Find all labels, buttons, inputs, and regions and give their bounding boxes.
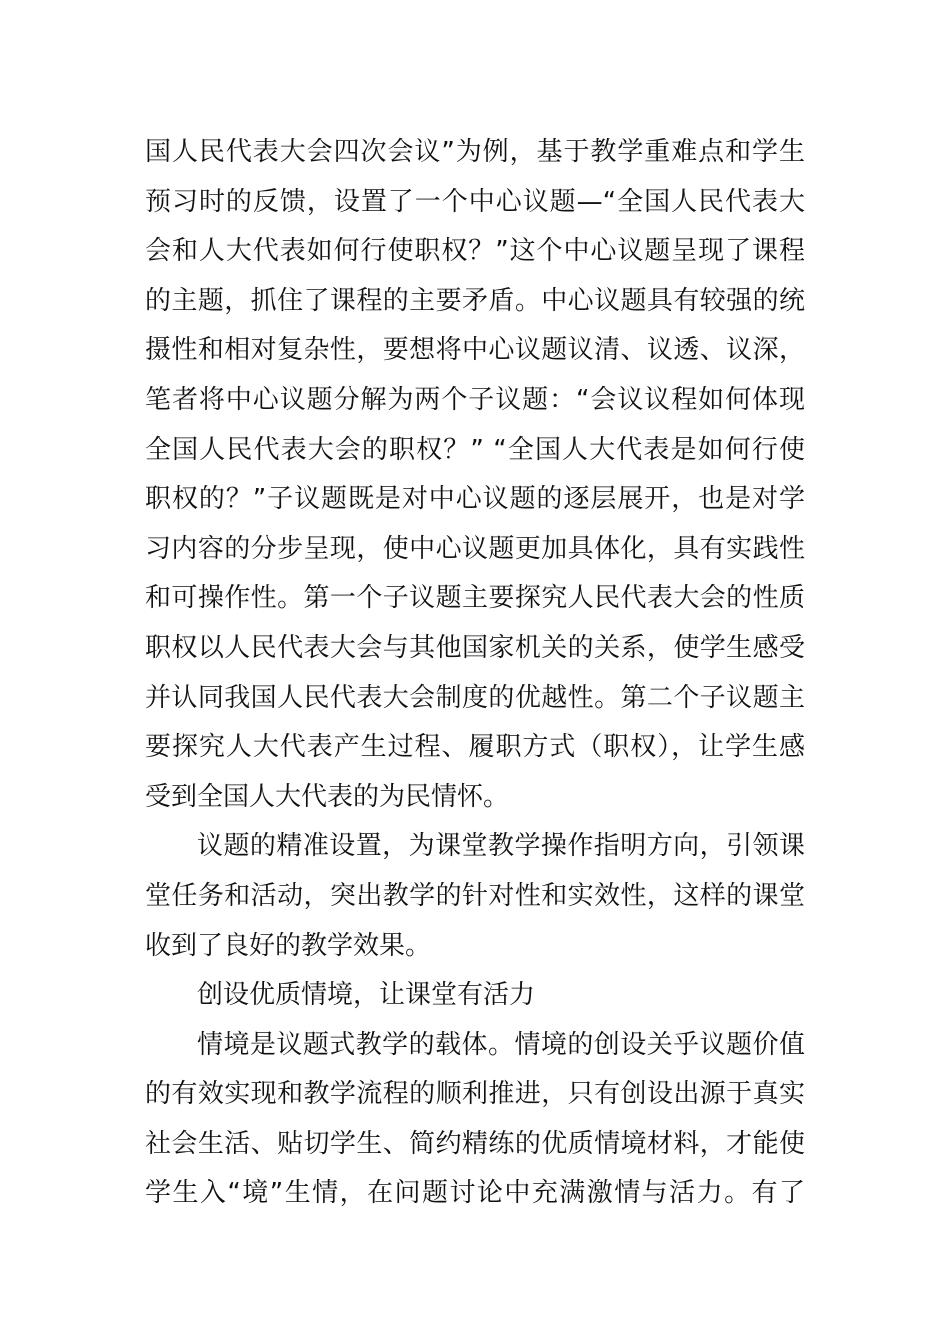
text-line-20: 的有效实现和教学流程的顺利推进，只有创设出源于真实 — [145, 1079, 805, 1110]
text-line-8: 职权的？”子议题既是对中心议题的逐层展开，也是对学 — [145, 484, 805, 515]
text-line-13: 要探究人大代表产生过程、履职方式（职权），让学生感 — [145, 732, 805, 763]
text-line-11: 职权以人民代表大会与其他国家机关的关系，使学生感受 — [145, 632, 805, 663]
text-line-22: 学生入“境”生情，在问题讨论中充满激情与活力。有了 — [145, 1178, 805, 1209]
text-line-1: 国人民代表大会四次会议”为例，基于教学重难点和学生 — [145, 137, 805, 167]
text-line-2: 预习时的反馈，设置了一个中心议题—“全国人民代表大 — [145, 186, 805, 217]
text-line-9: 习内容的分步呈现，使中心议题更加具体化，具有实践性 — [145, 533, 805, 564]
text-line-6: 笔者将中心议题分解为两个子议题：“会议议程如何体现 — [145, 384, 805, 415]
text-line-17: 收到了良好的教学效果。 — [145, 930, 432, 961]
text-line-19: 情境是议题式教学的载体。情境的创设关乎议题价值 — [197, 1029, 805, 1060]
text-line-14: 受到全国人大代表的为民情怀。 — [145, 781, 510, 812]
text-line-5: 摄性和相对复杂性，要想将中心议题议清、议透、议深， — [145, 335, 805, 366]
text-line-21: 社会生活、贴切学生、简约精练的优质情境材料，才能使 — [145, 1128, 805, 1159]
text-line-4: 的主题，抓住了课程的主要矛盾。中心议题具有较强的统 — [145, 285, 805, 316]
text-line-3: 会和人大代表如何行使职权？”这个中心议题呈现了课程 — [145, 236, 805, 267]
text-line-12: 并认同我国人民代表大会制度的优越性。第二个子议题主 — [145, 682, 805, 713]
text-line-10: 和可操作性。第一个子议题主要探究人民代表大会的性质 — [145, 583, 805, 614]
body-text — [145, 128, 805, 1219]
text-line-7: 全国人民代表大会的职权？” “全国人大代表是如何行使 — [145, 434, 805, 465]
section-heading: 创设优质情境，让课堂有活力 — [197, 980, 536, 1011]
text-line-16: 堂任务和活动，突出教学的针对性和实效性，这样的课堂 — [145, 880, 805, 911]
text-line-15: 议题的精准设置，为课堂教学操作指明方向，引领课 — [197, 831, 805, 862]
